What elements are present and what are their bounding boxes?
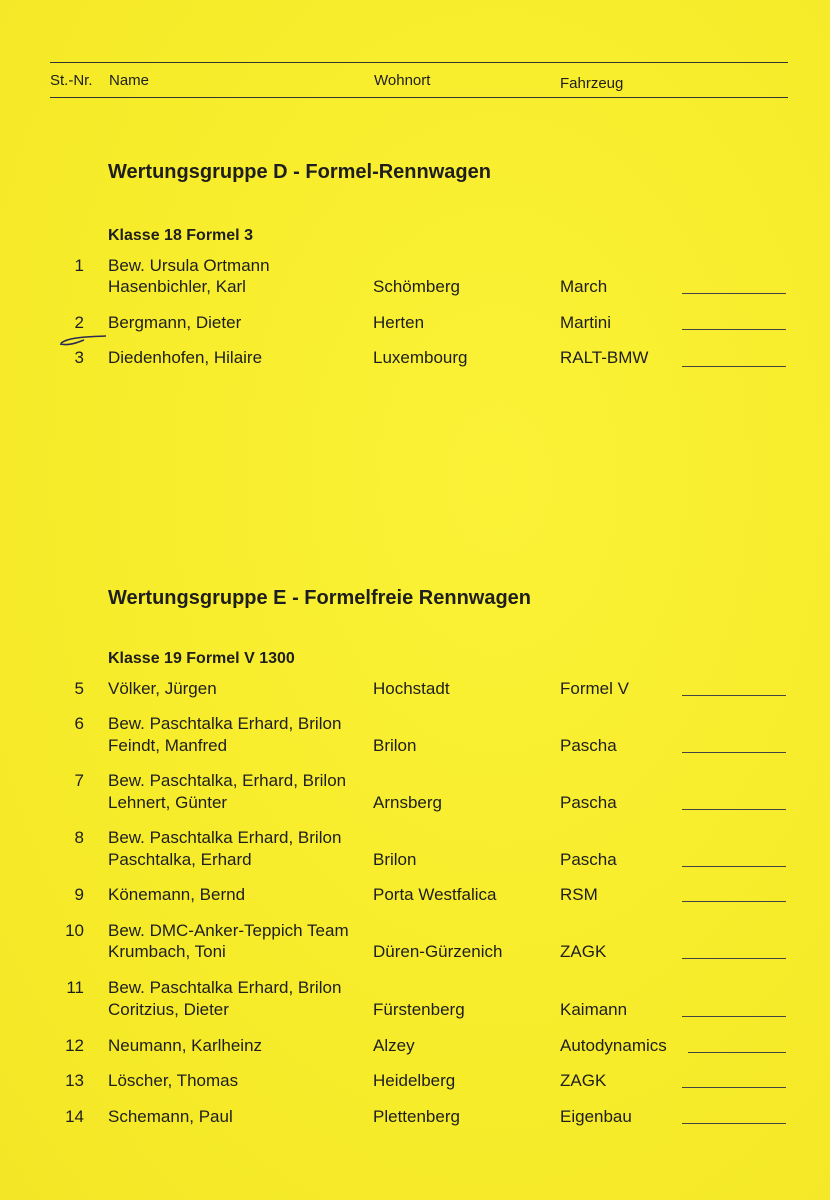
entry-name: Bew. Paschtalka, Erhard, Brilon (108, 771, 347, 790)
entry-number: 9 (74, 885, 84, 904)
entry-name: Paschtalka, Erhard (108, 850, 252, 869)
entry-wohnort: Herten (373, 313, 425, 332)
entry-fahrzeug: March (560, 277, 608, 296)
entry-fahrzeug: Kaimann (560, 1000, 628, 1019)
header-name: Name (109, 72, 150, 89)
entry-wohnort: Luxembourg (373, 348, 468, 367)
entry-row (0, 850, 830, 870)
entry-number: 14 (65, 1107, 84, 1126)
entry-number: 6 (74, 714, 84, 733)
entry-name: Bew. Paschtalka Erhard, Brilon (108, 978, 342, 997)
entry-wohnort: Arnsberg (373, 793, 442, 812)
entry-number: 8 (74, 828, 84, 847)
entry-wohnort: Heidelberg (373, 1071, 456, 1090)
entry-fahrzeug: Eigenbau (560, 1107, 632, 1126)
result-line (682, 366, 786, 367)
entry-row (0, 1107, 830, 1127)
entry-fahrzeug: ZAGK (560, 942, 607, 961)
entry-name: Bew. Paschtalka Erhard, Brilon (108, 714, 342, 733)
result-line (682, 866, 786, 867)
entry-name: Diedenhofen, Hilaire (108, 348, 263, 367)
group-title-d: Wertungsgruppe D - Formel-Rennwagen (108, 161, 491, 183)
entry-row (0, 348, 830, 368)
entry-fahrzeug: Pascha (560, 850, 617, 869)
entry-name: Hasenbichler, Karl (108, 277, 246, 296)
entry-wohnort: Plettenberg (373, 1107, 460, 1126)
entry-fahrzeug: Pascha (560, 793, 617, 812)
result-line (682, 695, 786, 696)
entry-fahrzeug: RALT-BMW (560, 348, 649, 367)
entry-number: 10 (65, 921, 84, 940)
entry-row (0, 277, 830, 297)
header-wohnort: Wohnort (374, 72, 431, 89)
entry-number: 11 (66, 978, 84, 997)
entry-row (0, 828, 830, 848)
entry-row (0, 1036, 830, 1056)
entry-fahrzeug: Pascha (560, 736, 617, 755)
entry-row (0, 942, 830, 962)
entry-name: Coritzius, Dieter (108, 1000, 229, 1019)
entry-fahrzeug: Martini (560, 313, 612, 332)
entry-name: Krumbach, Toni (108, 942, 226, 961)
entry-row (0, 793, 830, 813)
result-line (682, 1016, 786, 1017)
entry-wohnort: Hochstadt (373, 679, 450, 698)
entry-row (0, 885, 830, 905)
entry-fahrzeug: Autodynamics (560, 1036, 667, 1055)
entry-name: Lehnert, Günter (108, 793, 228, 812)
result-line (682, 901, 786, 902)
entry-fahrzeug: RSM (560, 885, 598, 904)
entry-name: Bew. Paschtalka Erhard, Brilon (108, 828, 342, 847)
result-line (682, 809, 786, 810)
entry-wohnort: Brilon (373, 850, 417, 869)
entry-row (0, 921, 830, 941)
entry-wohnort: Brilon (373, 736, 417, 755)
result-line (682, 293, 786, 294)
class-title-18: Klasse 18 Formel 3 (108, 227, 253, 244)
entry-name: Völker, Jürgen (108, 679, 217, 698)
result-line (688, 1052, 786, 1053)
result-line (682, 958, 786, 959)
result-line (682, 329, 786, 330)
entry-number: 5 (74, 679, 84, 698)
entry-name: Neumann, Karlheinz (108, 1036, 263, 1055)
entry-fahrzeug: ZAGK (560, 1071, 607, 1090)
header-fahrzeug: Fahrzeug (560, 75, 624, 92)
entry-name: Löscher, Thomas (108, 1071, 239, 1090)
entry-fahrzeug: Formel V (560, 679, 629, 698)
group-title-e: Wertungsgruppe E - Formelfreie Rennwagen (108, 587, 532, 609)
result-line (682, 752, 786, 753)
entry-wohnort: Fürstenberg (373, 1000, 465, 1019)
entry-wohnort: Schömberg (373, 277, 460, 296)
entry-name: Feindt, Manfred (108, 736, 228, 755)
entry-number: 2 (74, 313, 84, 332)
entry-row (0, 256, 830, 276)
entry-number: 3 (74, 348, 84, 367)
entry-row (0, 771, 830, 791)
column-header (50, 62, 788, 98)
entry-row (0, 736, 830, 756)
entry-name: Schemann, Paul (108, 1107, 233, 1126)
entry-row (0, 1071, 830, 1091)
result-line (682, 1087, 786, 1088)
entry-number: 13 (65, 1071, 84, 1090)
entry-row (0, 714, 830, 734)
entry-wohnort: Porta Westfalica (373, 885, 497, 904)
result-line (682, 1123, 786, 1124)
entry-wohnort: Düren-Gürzenich (373, 942, 503, 961)
handwritten-underline-icon (58, 334, 110, 348)
entry-name: Könemann, Bernd (108, 885, 246, 904)
entry-number: 12 (65, 1036, 84, 1055)
header-stnr: St.-Nr. (50, 72, 93, 89)
entry-row (0, 679, 830, 699)
entry-number: 7 (74, 771, 84, 790)
entry-name: Bergmann, Dieter (108, 313, 242, 332)
entry-row (0, 1000, 830, 1020)
class-title-19: Klasse 19 Formel V 1300 (108, 650, 295, 667)
entry-name: Bew. DMC-Anker-Teppich Team (108, 921, 349, 940)
entry-row (0, 978, 830, 998)
entry-wohnort: Alzey (373, 1036, 415, 1055)
entry-row (0, 313, 830, 333)
entry-number: 1 (74, 256, 84, 275)
entry-name: Bew. Ursula Ortmann (108, 256, 270, 275)
